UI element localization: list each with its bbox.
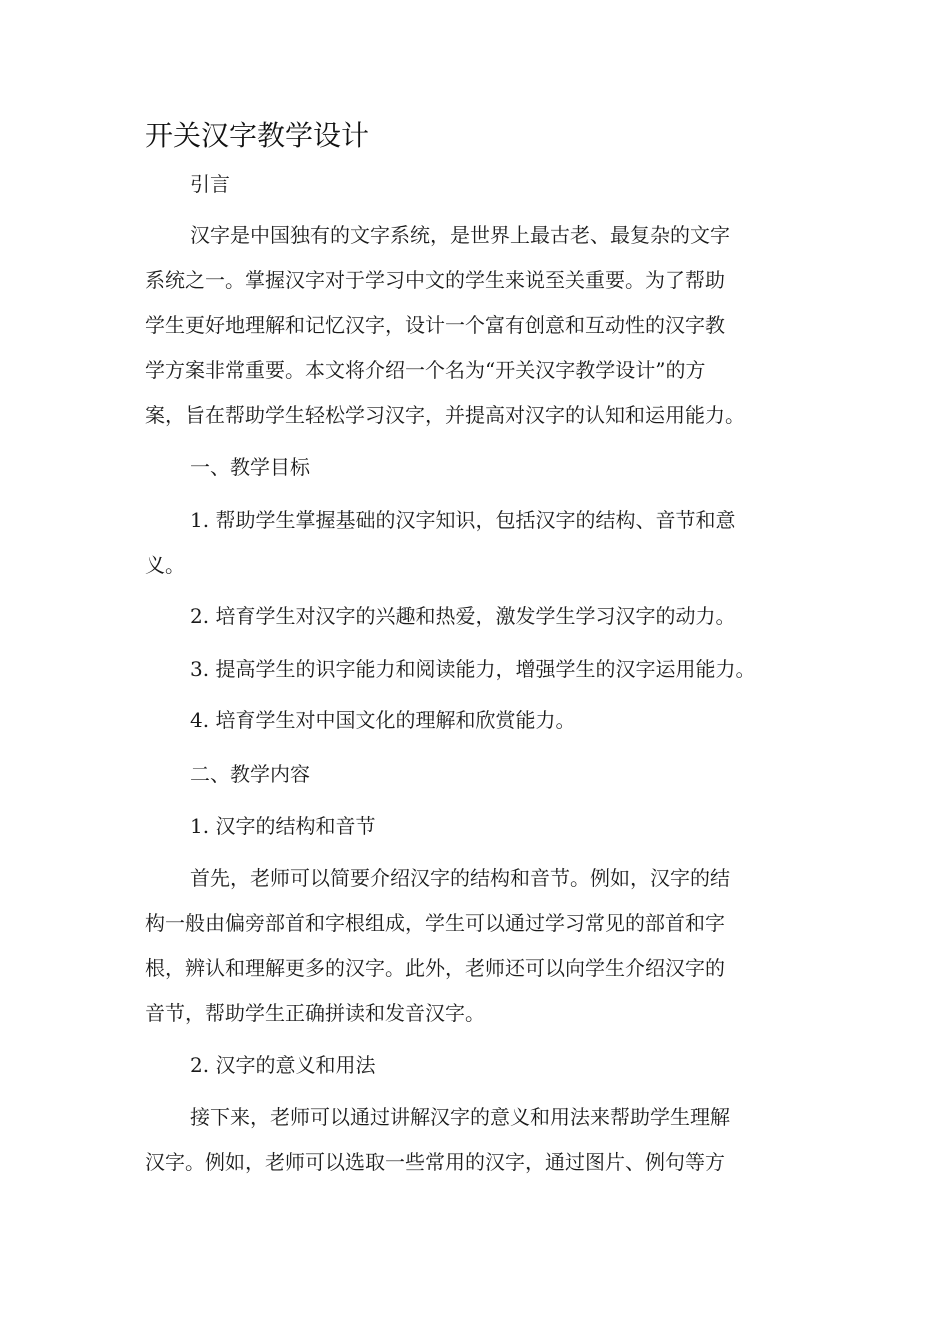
goal-item-1-continuation: 义。 <box>145 553 185 577</box>
goal-item-4: 4. 培育学生对中国文化的理解和欣赏能力。 <box>190 708 576 732</box>
intro-paragraph-line: 系统之一。掌握汉字对于学习中文的学生来说至关重要。为了帮助 <box>145 268 725 292</box>
content-1-paragraph-line: 构一般由偏旁部首和字根组成，学生可以通过学习常见的部首和字 <box>145 911 725 935</box>
intro-heading: 引言 <box>190 172 230 196</box>
section-heading-content: 二、教学内容 <box>190 762 310 786</box>
intro-paragraph-line: 学方案非常重要。本文将介绍一个名为“开关汉字教学设计”的方 <box>145 358 706 382</box>
goal-item-3: 3. 提高学生的识字能力和阅读能力，增强学生的汉字运用能力。 <box>190 657 756 681</box>
content-1-paragraph-line: 首先，老师可以简要介绍汉字的结构和音节。例如，汉字的结 <box>190 866 730 890</box>
section-heading-goals: 一、教学目标 <box>190 455 310 479</box>
content-2-paragraph-line: 汉字。例如，老师可以选取一些常用的汉字，通过图片、例句等方 <box>145 1150 725 1174</box>
document-title: 开关汉字教学设计 <box>145 119 370 152</box>
content-subheading-1: 1. 汉字的结构和音节 <box>190 814 376 838</box>
intro-paragraph-line: 学生更好地理解和记忆汉字，设计一个富有创意和互动性的汉字教 <box>145 313 725 337</box>
content-subheading-2: 2. 汉字的意义和用法 <box>190 1053 376 1077</box>
goal-item-1: 1. 帮助学生掌握基础的汉字知识，包括汉字的结构、音节和意 <box>190 508 736 532</box>
content-1-paragraph-line: 根，辨认和理解更多的汉字。此外，老师还可以向学生介绍汉字的 <box>145 956 725 980</box>
content-2-paragraph-line: 接下来，老师可以通过讲解汉字的意义和用法来帮助学生理解 <box>190 1105 730 1129</box>
content-1-paragraph-line: 音节，帮助学生正确拼读和发音汉字。 <box>145 1001 485 1025</box>
intro-paragraph-line: 案，旨在帮助学生轻松学习汉字，并提高对汉字的认知和运用能力。 <box>145 403 745 427</box>
intro-paragraph-line: 汉字是中国独有的文字系统，是世界上最古老、最复杂的文字 <box>190 223 730 247</box>
goal-item-2: 2. 培育学生对汉字的兴趣和热爱，激发学生学习汉字的动力。 <box>190 604 736 628</box>
